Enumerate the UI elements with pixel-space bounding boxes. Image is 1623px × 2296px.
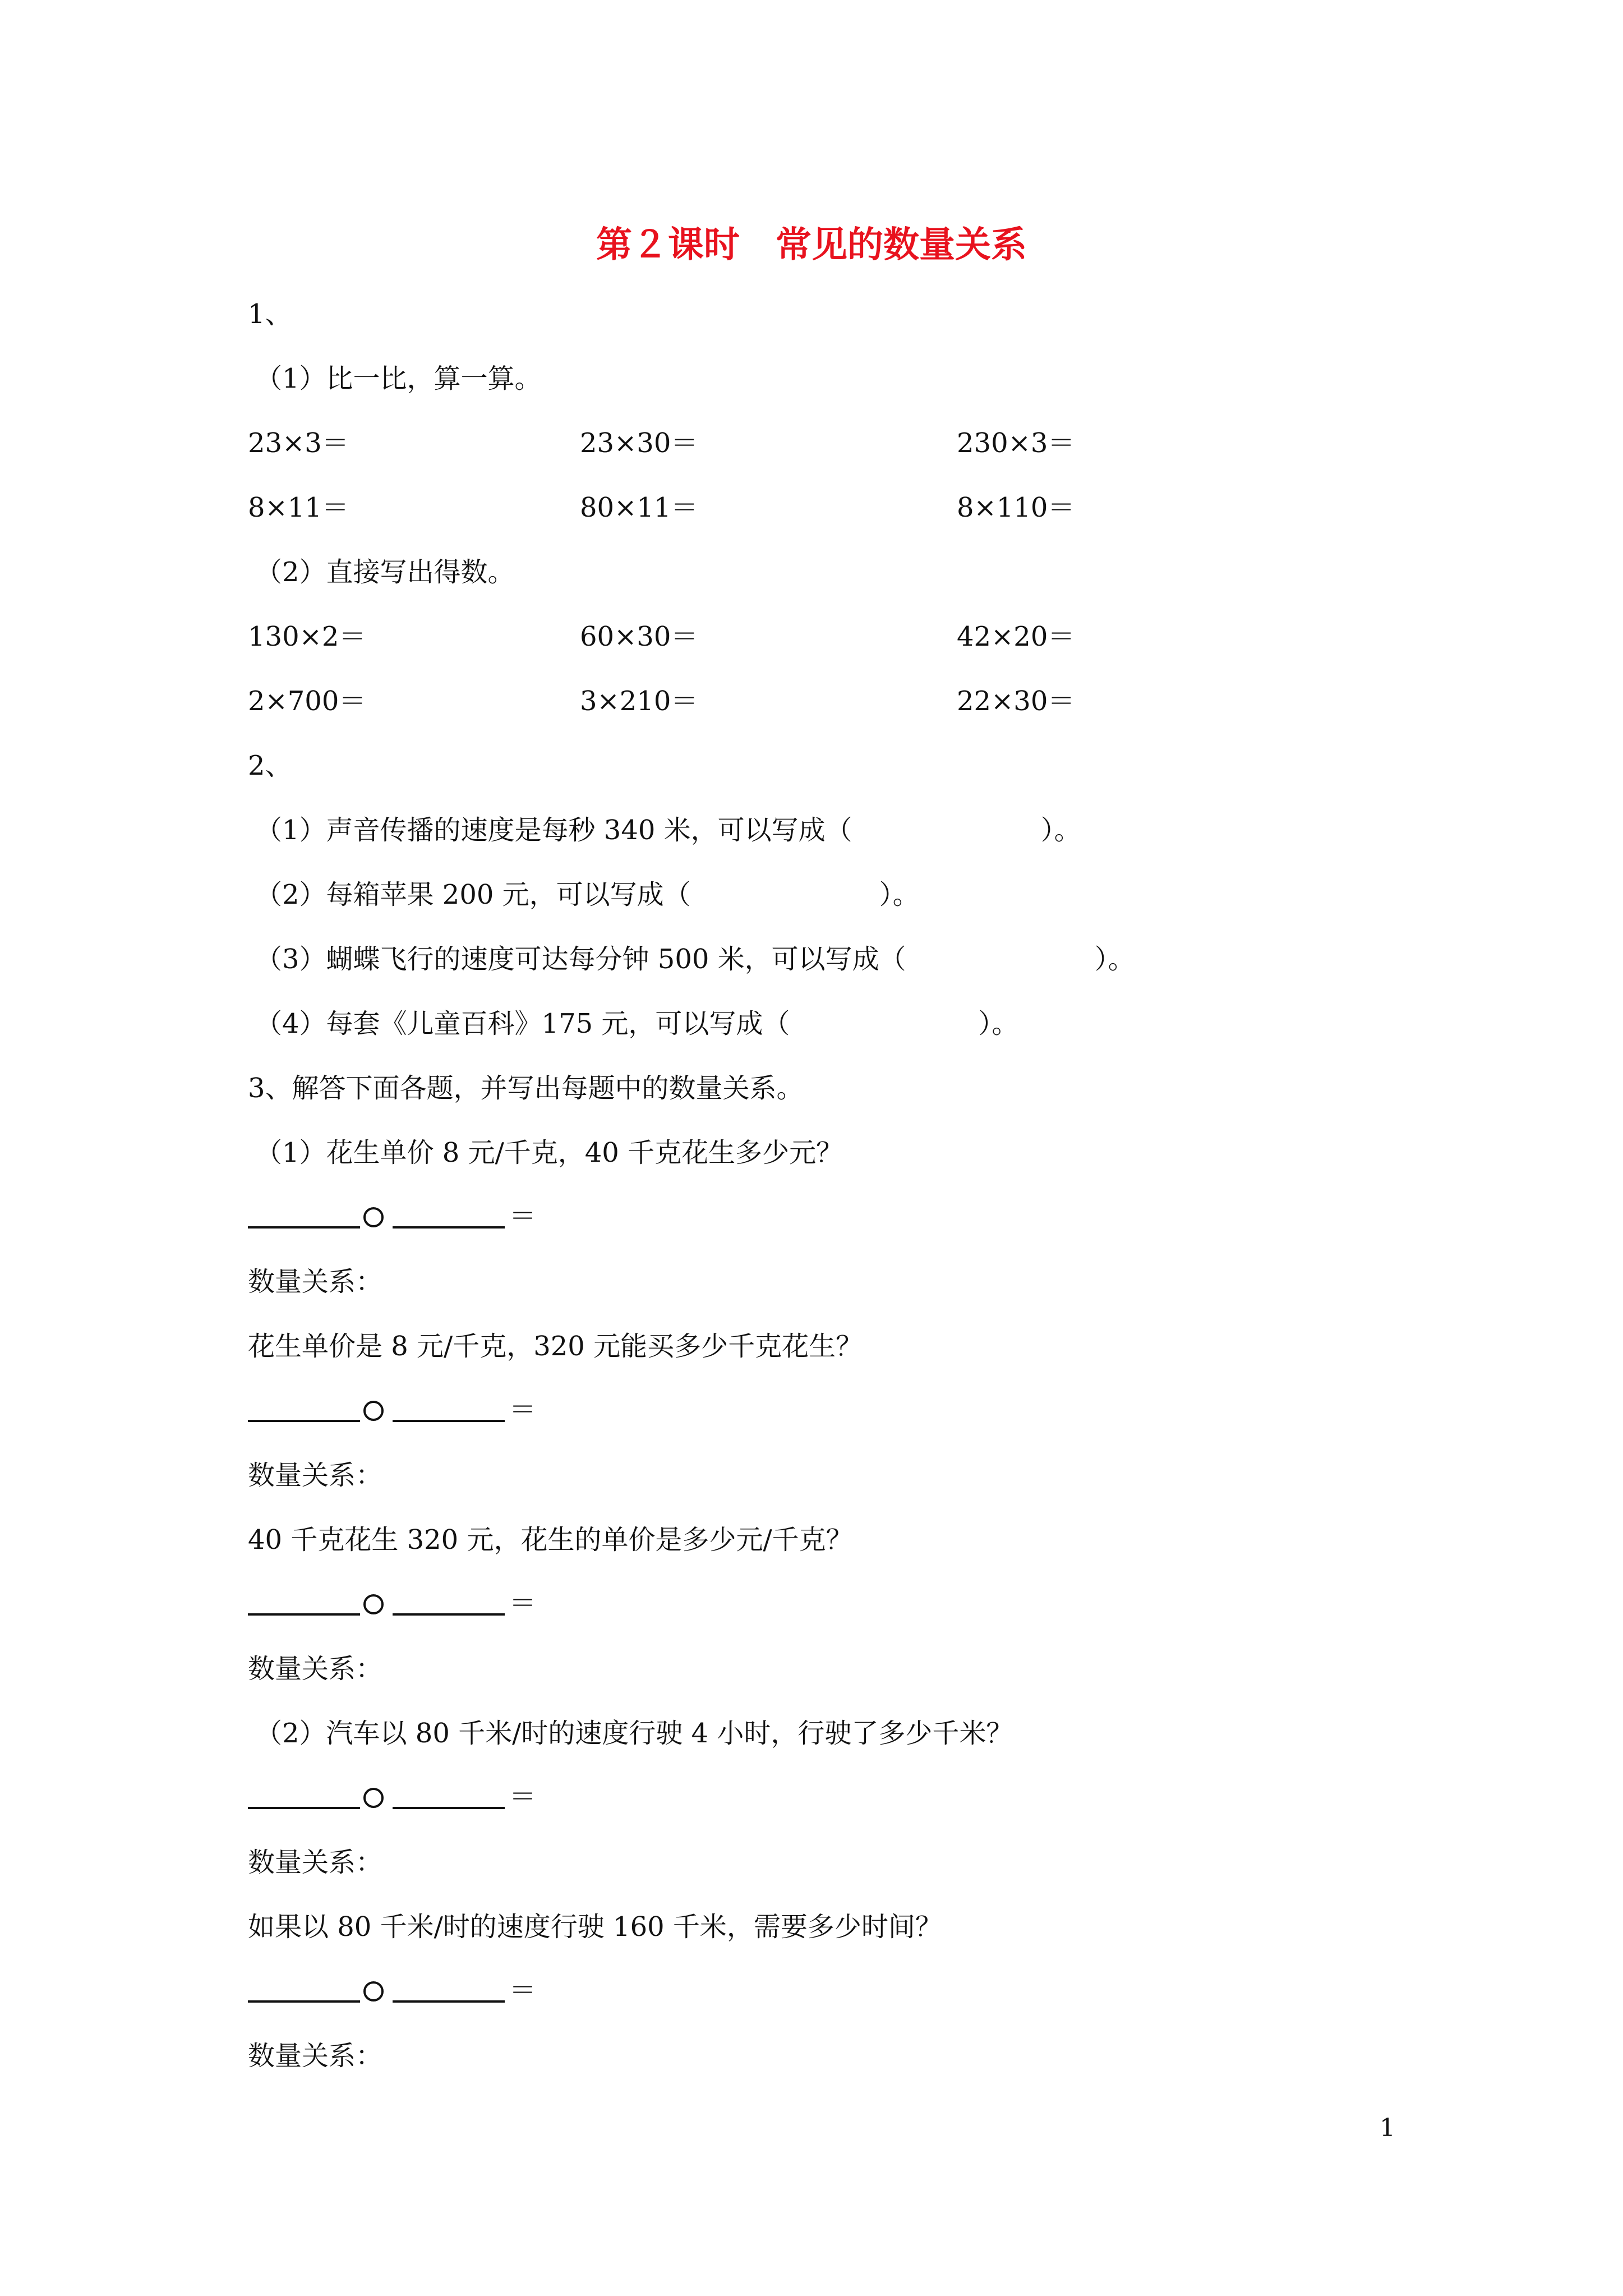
relation-label: 数量关系： <box>248 2040 383 2072</box>
answer-blank[interactable] <box>248 1781 360 1809</box>
answer-blank[interactable] <box>248 1200 360 1228</box>
q2-item: （4）每套《儿童百科》175 元，可以写成（ ）。 <box>255 1008 1019 1039</box>
q1-label: 1、 <box>248 298 292 330</box>
answer-equation <box>248 1200 584 1234</box>
operator-circle[interactable] <box>363 1401 384 1421</box>
q3-label: 3、解答下面各题，并写出每题中的数量关系。 <box>248 1073 804 1104</box>
answer-blank[interactable] <box>248 1394 360 1422</box>
calc-item: 8×110＝ <box>957 492 1075 523</box>
calc-item: 42×20＝ <box>957 621 1075 652</box>
calc-item: 230×3＝ <box>957 427 1075 459</box>
answer-blank[interactable] <box>248 1588 360 1616</box>
q3-question: （1）花生单价 8 元/千克，40 千克花生多少元？ <box>255 1137 843 1168</box>
q2-item: （2）每箱苹果 200 元，可以写成（ ）。 <box>255 879 920 910</box>
answer-blank[interactable] <box>393 1781 505 1809</box>
answer-blank[interactable] <box>248 1975 360 2003</box>
answer-equation <box>248 1394 584 1428</box>
q2-item: （1）声音传播的速度是每秒 340 米，可以写成（ ）。 <box>255 815 1081 846</box>
calc-item: 2×700＝ <box>248 685 366 717</box>
equals-sign: ＝ <box>509 1394 537 1425</box>
operator-circle[interactable] <box>363 1207 384 1227</box>
q3-question: 花生单价是 8 元/千克，320 元能买多少千克花生？ <box>248 1331 863 1362</box>
q3-question: 40 千克花生 320 元，花生的单价是多少元/千克？ <box>248 1524 853 1556</box>
answer-blank[interactable] <box>393 1975 505 2003</box>
operator-circle[interactable] <box>363 1981 384 2001</box>
q3-question: 如果以 80 千米/时的速度行驶 160 千米，需要多少时间？ <box>248 1911 942 1943</box>
page-number: 1 <box>1380 2114 1395 2142</box>
calc-item: 60×30＝ <box>580 621 698 652</box>
answer-equation <box>248 1975 584 2008</box>
q3-question: （2）汽车以 80 千米/时的速度行驶 4 小时，行驶了多少千米？ <box>255 1718 1013 1749</box>
calc-item: 23×30＝ <box>580 427 698 459</box>
q1-part2-label: （2）直接写出得数。 <box>255 556 515 588</box>
calc-item: 3×210＝ <box>580 685 698 717</box>
relation-label: 数量关系： <box>248 1266 383 1297</box>
calc-item: 80×11＝ <box>580 492 698 523</box>
operator-circle[interactable] <box>363 1788 384 1808</box>
calc-item: 22×30＝ <box>957 685 1075 717</box>
calc-item: 8×11＝ <box>248 492 349 523</box>
answer-blank[interactable] <box>393 1200 505 1228</box>
answer-equation <box>248 1781 584 1815</box>
equals-sign: ＝ <box>509 1200 537 1232</box>
calc-item: 130×2＝ <box>248 621 366 652</box>
answer-blank[interactable] <box>393 1394 505 1422</box>
q1-part1-label: （1）比一比，算一算。 <box>255 363 542 394</box>
operator-circle[interactable] <box>363 1594 384 1614</box>
page-title: 第２课时 常见的数量关系 <box>596 224 1027 266</box>
relation-label: 数量关系： <box>248 1653 383 1685</box>
relation-label: 数量关系： <box>248 1847 383 1878</box>
equals-sign: ＝ <box>509 1781 537 1812</box>
relation-label: 数量关系： <box>248 1460 383 1491</box>
answer-equation <box>248 1588 584 1621</box>
equals-sign: ＝ <box>509 1975 537 2006</box>
q2-label: 2、 <box>248 750 292 781</box>
equals-sign: ＝ <box>509 1588 537 1619</box>
q2-item: （3）蝴蝶飞行的速度可达每分钟 500 米，可以写成（ ）。 <box>255 944 1135 975</box>
calc-item: 23×3＝ <box>248 427 349 459</box>
answer-blank[interactable] <box>393 1588 505 1616</box>
